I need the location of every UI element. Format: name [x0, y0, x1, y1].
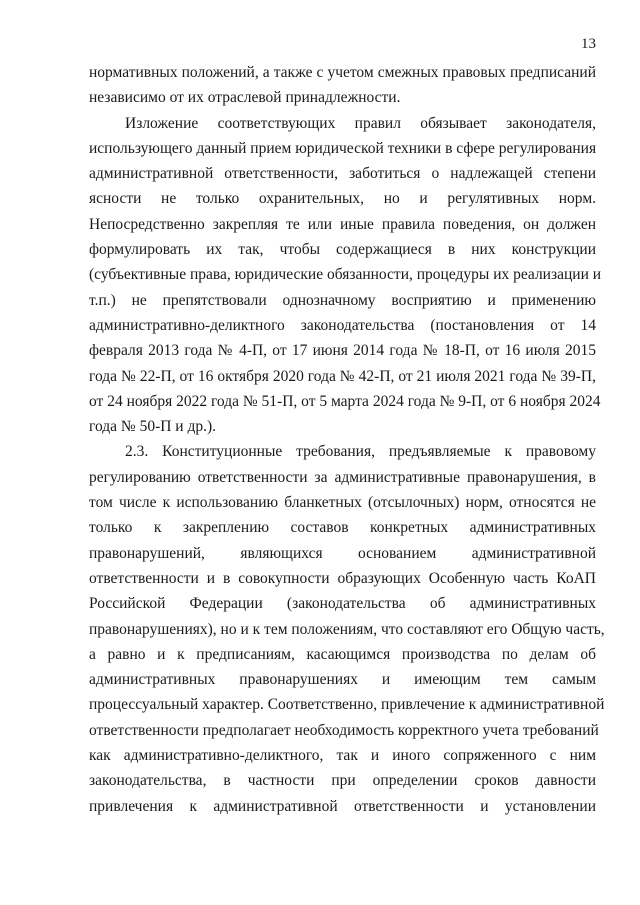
text-line: административной ответственности, заботиться о надлежащей степени: [89, 165, 596, 183]
text-line: ясности не только охранительных, но и регулятивных норм.: [89, 190, 596, 208]
text-line: административных правонарушениях и имеющим тем самым: [89, 671, 596, 689]
text-line: регулированию ответственности за административные правонарушения, в: [89, 468, 596, 486]
text-line: законодательства, в частности при определении сроков давности: [89, 772, 596, 790]
text-line: Изложение соответствующих правил обязывает законодателя,: [125, 114, 596, 132]
page-number: 13: [581, 36, 596, 52]
text-line: ответственности и в совокупности образующих Особенную часть КоАП: [89, 569, 596, 587]
text-line: административно-деликтного законодательства (постановления от 14: [89, 316, 596, 334]
text-line: т.п.) не препятствовали однозначному восприятию и применению: [89, 291, 596, 309]
text-line: привлечения к административной ответственности и установлении: [89, 797, 596, 815]
text-line: а равно и к предписаниям, касающимся производства по делам об: [89, 645, 596, 663]
text-line: 2.3. Конституционные требования, предъявляемые к правовому: [125, 443, 596, 461]
text-line: от 24 ноября 2022 года № 51-П, от 5 марта 2024 года № 9-П, от 6 ноября 2024: [89, 392, 601, 410]
text-line: только к закреплению составов конкретных административных: [89, 519, 596, 537]
text-line: процессуальный характер. Соответственно, привлечение к административной: [89, 696, 605, 714]
text-line: правонарушений, являющихся основанием административной: [89, 544, 596, 562]
text-line: года № 22-П, от 16 октября 2020 года № 42-П, от 21 июля 2021 года № 39-П,: [89, 367, 596, 385]
text-line: как административно-деликтного, так и иного сопряженного с ним: [89, 747, 596, 765]
text-line: нормативных положений, а также с учетом смежных правовых предписаний: [89, 64, 596, 81]
text-line: Российской Федерации (законодательства об административных: [89, 595, 596, 613]
text-line: независимо от их отраслевой принадлежности.: [89, 89, 401, 107]
text-line: Непосредственно закрепляя те или иные правила поведения, он должен: [89, 215, 596, 233]
body-text: [89, 60, 605, 819]
text-line: года № 50-П и др.).: [89, 418, 217, 436]
text-line: формулировать их так, чтобы содержащиеся в них конструкции: [89, 241, 596, 259]
text-line: использующего данный прием юридической техники в сфере регулирования: [89, 139, 597, 157]
text-line: том числе к использованию бланкетных (отсылочных) норм, относятся не: [89, 494, 596, 512]
text-line: (субъективные права, юридические обязанности, процедуры их реализации и: [89, 266, 602, 284]
text-line: правонарушениях), но и к тем положениям, что составляют его Общую часть,: [89, 620, 605, 638]
text-line: февраля 2013 года № 4-П, от 17 июня 2014 года № 18-П, от 16 июля 2015: [89, 342, 596, 360]
text-line: ответственности предполагает необходимость корректного учета требований: [89, 721, 599, 739]
